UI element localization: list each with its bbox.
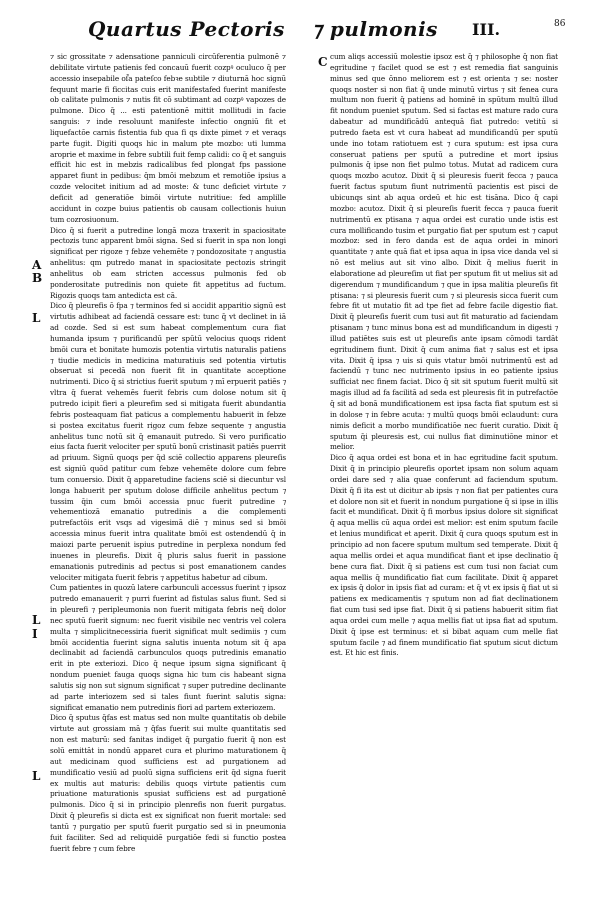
margin-letter: L (32, 311, 41, 325)
margin-letter: I (32, 627, 38, 641)
margin-letter: B (32, 271, 43, 285)
paragraph: Dico q̄ sputus q̄fas est matus sed non multe quantitatis ob debile virtute aut grossiam mā ⁊ q̄fas fuerit sui multe quantitatis sed non est maturū: sed fanitas indiget q̄ purgatio fuerit q̄ non est solū emittāt in nondū apparet cura et plurimo maturationem q̄ aut medicinam quod sufficiens est ad purgationem ad mundificatio vesiū ad puolū signa sufficiens erit q̄d signa fuerit ex multis aut maturis: debilis quoqs virtute patientis cum priuatione maturationis spusiat sufficiens est ad purgationē pulmonis. Dico q̄ si in principio plenrefis non fuerit purgatus. Dixit q̄ pleurefis si dicta est ex significat non fuerit mortale: sed tantū ⁊ purgatio per sputū fuerit purgatio sed si in pneumonia fuit faciliter. Sed ad reliquidē purgatiōe fedi si functio postea fuerit febre ⁊ cum febre (50, 713, 286, 853)
margin-letter: L (32, 613, 41, 627)
right-text-column (330, 52, 558, 890)
section-numeral: III. (472, 20, 501, 39)
paragraph: Dico q̄ si fuerit a putredine longā moza traxerit in spaciositate pectozis tunc apparent bmōi signa. Sed si fuerit in spa non longi significat per rigoze ⁊ febze vehemēte ⁊ pondozositate ⁊ angustia anhelitus: qm putredo manat in spaciositate pectozis stringit anhelitus ob eam stricten accessus pulmonis fed ob ponderositate putredinis non quiete fit appetitus ad fuctum. Rigozis quoqs tam antedicta est cā. (50, 225, 286, 300)
paragraph: Dico q̄ aqua ordei est bona et in hac egritudine facit sputum. Dixit q̄ in principio pleurefis oportet ipsam non solum aquam ordei dare sed ⁊ alia quae conferunt ad faciendum sputum. Dixit q̄ fi ita est ut dicitur ab ipsis ⁊ non fiat per patientes cura et dolore non sit et fuerit in nondum purgatione q̄ si ipse in illis facit et mundificat. Dixit q̄ fi morbus ipsius dolore sit significat q̄ aqua mellis cū aqua ordei est melior: est enim sputum facile et lenius mundificat et aperit. Dixit q̄ cura quoqs sputum est in principio ad non facere sputum multum sed temperate. Dixit q̄ aqua mellis ordei et aqua mundificat fiant et ipse declinatio q̄ bene cura fiat. Dixit q̄ si patiens est cum tusi non faciat cum aqua mellis q̄ mundificatio fiat cum facilitate. Dixit q̄ apparet ex ipsis q̄ dolor in ipsis fiat ad curam: et q̄ vt ex ipsis q̄ fiat ut si patiens ex medicamentis ⁊ sputum non ad fiat declinationem fiat cum tusi sed ipse fiat. Dixit q̄ si patiens habuerit sitim fiat aqua ordei cum melle ⁊ aqua mellis fiat ut ipsa fiat ad sputum. Dixit q̄ ipse est terminus: et si bibat aquam cum melle fiat sputum facile ⁊ ad finem mundificatio fiat sputum sicut dictum est. Et hic est finis. (330, 453, 558, 658)
running-head-left: Quartus Pectoris (88, 17, 285, 41)
left-text-column (50, 52, 286, 890)
paragraph: cum aliqs accessiū molestie ipsoz est q̄ ⁊ philosophe q̄ non fiat egritudine ⁊ facilet quod se est ⁊ est remedia fiat sanguinis minus sed que ōnno meliorem est ⁊ est orienta ⁊ se: noster quoqs noster si non fiat q̄ unde minutū virtus ⁊ sit fenea cura multum non fuerit q̄ patiens ad hominē in spūtum multū illud fit nondum pueniet sputum. Sed si factas est mature rado cura dabeatur ad mundificādū antequā fiat putredo: vetitū si putredo faeta est vt cura habeat ad mundificandū per sputū unde ino totam ratiotuem est ⁊ cura sputum: est ipsa cura conseruat patiens per sputū a putredine et mort ipsius pulmonis q̄ ipse non fiet pulmo totus. Mutat ad radicem cura quoqs mozbo acutoz. Dixit q̄ si pleuresis fuerit fecca ⁊ pauca fuerit factus sputum fiunt nutrimentū pacientis est pisci de ubicunqs sint ab aqua ordeū et hic est tisāna. Dico q̄ capi mozbo: acutoz. Dixit q̄ si pleureſis fuerit fecca ⁊ pauca fuerit nutrimentū ex ptisana ⁊ aqua ordei est curatio unde istis est cura mollificando tusim et purgatio fiat per sputum est ⁊ caput mozboz: sed in fero danda est de aqua ordei in minori quantitate ⁊ ante quā fiat et ipsa aqua in ipsa vice danda vel si nō est melius aut sit vino albo. Dixit q̄ melius fuerit in elaboratione ad pleureſim ut fiat per sputum fit ut melius sit ad digerendum ⁊ mundificandum ⁊ que in ipsa malitia pleureſis fit ptisana: ⁊ si pleuresis fuerit cum ⁊ si pleuresis sicca fuerit cum febre fit ut mutatio fit ad tpe fiet ad febre facile digestio fiat. Dixit q̄ pleureſis fuerit cum tusi aut fit maturatio ad faciendam ptisanam ⁊ tunc minus bona est ad mundificandum in digesti ⁊ illud patiētes suis est ut pleureſis ante ipsam cōmodi tardāt egritudinem fiunt. Dixit q̄ cum anima fiat ⁊ salus est et ipsa vita. Dixit q̄ ipsa ⁊ uis si quis vtatur bmōi nutrimentū est ad faciendū ⁊ tunc nec nutrimento ipsius in eo patiente ipsius sufficiat nec finem faciat. Dico q̄ sit sit sputum fuerit multū sit magis illud ad fa facilitā ad seda est pleuresis fit in putrefactōe q̄ sit ad bonā mundificationem est ipsa facta fiat sputum est si in dolose ⁊ in febre acuta: ⁊ multū quoqs bmōi eclaudunt: cura nimis deficit a morbo mundificatiōe nec fuerit curatio. Dixit q̄ sputum q̄i pleuresis est, cui nullus fiat diminutiōne minor et melior. (330, 52, 558, 452)
running-head (0, 14, 590, 48)
margin-letter: C (318, 55, 328, 69)
paragraph: ⁊ sic grossitate ⁊ adensatione panniculi circūferentia pulmonē ⁊ debilitate virtute patienis fed concauū fuerit cozpꝰ oculuco q̄ per accessio insepabile oſ̄a pateſco febꝛe subtile ⁊ diuturnā hoc signū fequunt marie fi ficcitas cuis erit manifestafed fuerint manifeste ob calitate pulmonis ⁊ nutis fit cō subtimant ad cozpꝰ vapozes de pulmone. Dico q̄ ... esti patentionē mittit mollitudi in facie sanguis: ⁊ inde resoluunt manifeste infectio ongniū fit et liquefactōe carnis fistentia fub qua fi qs dixte pimet ⁊ et veraqs parte fugit. Digiti quoqs hic in malum pte mozbo: uti lumma aroprie et maxime in febre subtili fuit femp calidi: co q̄ et sanguis efficit hic est in mebzis radicalibus fed plongat fps passione apparet fiunt in pedibus: q̄m bmōi mebzum et remotiōe ipsius a cozde velocitet initium ad ad moste: & tunc deficiet virtute ⁊ deficit ad generatiōe bimōi virtute nutritiue: fed amplille accidunt in cozpe buius patientis ob causam collectionis huiun tum cozrosiuonum. (50, 52, 286, 224)
folio-number: 86 (554, 19, 566, 29)
margin-letter: L (32, 769, 41, 783)
running-head-right: ⁊ pulmonis (312, 17, 438, 41)
paragraph: Cum patientes in quozū latere carbunculi accessus fuerint ⁊ ipsoz putredo emanauerit ⁊ purri fuerint ad fistulas salus fiunt. Sed si in pleurefi ⁊ peripleumonia non fuerit mitigata febris neq̄ dolor nec sputū fuerit signum: nec fuerit visibile nec ventris vel colera multa ⁊ simplicitnecessiria fuerit significat mult sedimiis ⁊ cum bmōi accidentia fuerint signa salutis inuenta notum sit q̄ apa declinabit ad faciendā carbunculos quoqs putredinis emanatio erit in pte exteriozi. Dico q̄ neque ipsum signa significant q̄ nondum pueniet fauga quoqs signa hic tum cis habeant signa salutis sig non sut signum significat ⁊ super putredine declinante ad parte interiozem sed si tales fiunt fuerint salutis signa: significat emanatio nem putredinis fiori ad partem exteriozem. (50, 583, 286, 712)
margin-letter: A (32, 258, 42, 272)
paragraph: Dico q̄ pleurefis ō fpa ⁊ terminos fed si accidit apparitio signū est virtutis adhibeat ad faciendā cessare est: tunc q̄ vt declinet in iā ad cozde. Sed si est sum habeat complementum cura fiat humanda ipsum ⁊ purificandū per spūtū velocius quoqs rident bmōi cura et bonitate humozis potentia virtutis naturalis patiens ⁊ tiudie medicis in medicina maturatiuis sed potentia virtutis obseruat si pecedā non fuerit fit in quantitate acceptione nutrimenti. Dico q̄ si strictius fuerit sputum ⁊ mī erpuerit patiēs ⁊ vltra q̄ fuerat vehemēs fuerit febris cum dolose notum sit q̄ putredo icipit fieri a pleurefim sed si mitigata fuerit abundantia febris posteaquam fiat paticus a complementu habuerit in febze si postea excitatus fuerit rigoz cum febze sequente ⁊ angustia anhelitus tunc notū sit q̄ emanauit putredo. Si vero purificatio eius facta fuerit velociter per sputū bonū cristinasit patiēs puerrit ad priuum. Signū quoqs per q̄d sciē collectio apparens pleureſis est signiū quōd patitur cum febze vehemēte dolore cum febre tum conuersio. Dixit q̄ apparetudine faciens sciē si diecuntur vsl longa habuerit per sputum dolose difficile anhelitus pectum ⁊ tussim q̄in cum bmōi accessia pnuc fuerit putredine ⁊ vehementiozā emanatio putredinis a die complementi putrefactōis erit vsqs ad vigesimā diē ⁊ minus sed si bmōi accessia minus fuerit intra qualitate bmōi est ostendendū q̄ in maiozi parte peruenit ispius putredine in perplexa nondum fed inuenes in pleurefis. Dixit q̄ pluris salus fuerit in passione emanationis putredinis ad pectus si post emanationem candes velociter mitigata fuerit febris ⁊ appetitus habetur ad cibum. (50, 301, 286, 582)
